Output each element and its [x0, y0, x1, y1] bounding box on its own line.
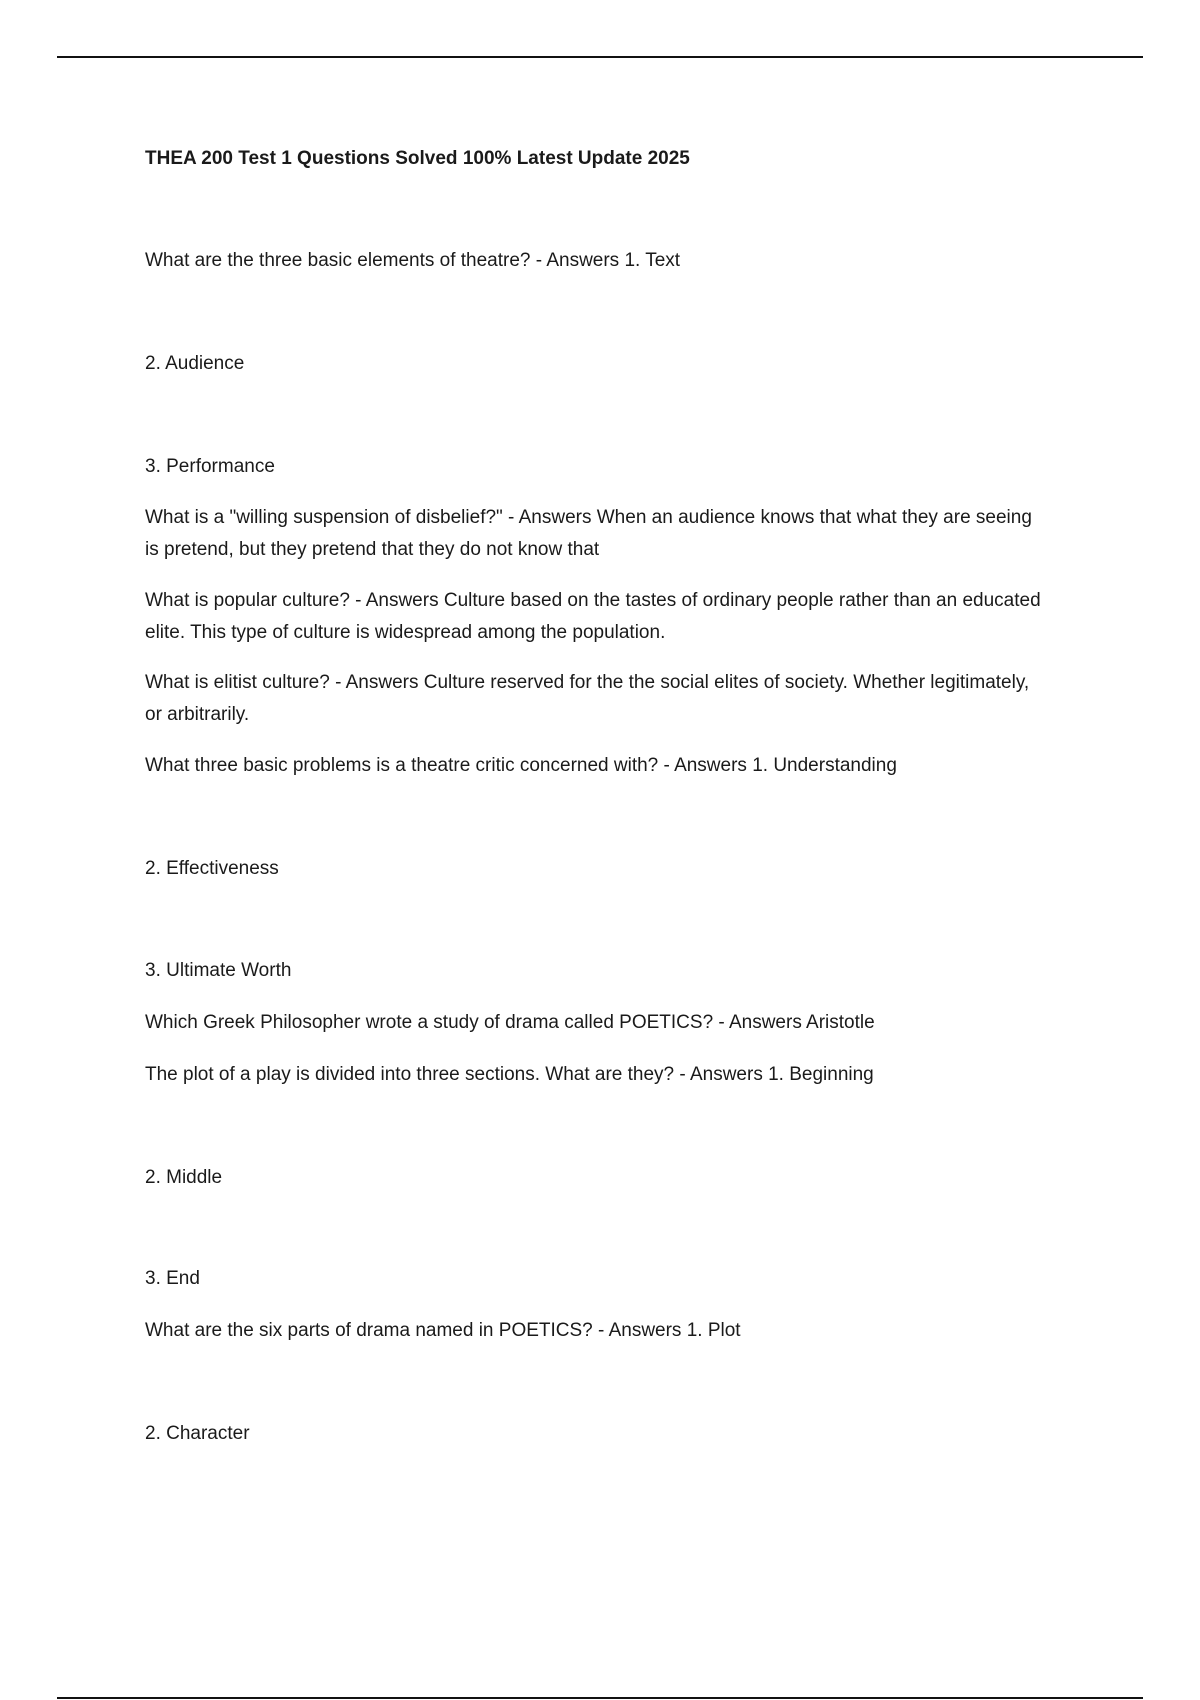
paragraph: 2. Effectiveness — [145, 858, 279, 879]
paragraph: 2. Audience — [145, 353, 245, 374]
paragraph: Which Greek Philosopher wrote a study of drama called POETICS? - Answers Aristotle — [145, 1012, 875, 1033]
paragraph: 3. Performance — [145, 456, 275, 477]
paragraph: What are the six parts of drama named in POETICS? - Answers 1. Plot — [145, 1320, 741, 1341]
paragraph: What is popular culture? - Answers Culture based on the tastes of ordinary people rather than an educated elite. This type of culture is widespread among the population. — [145, 590, 1041, 643]
paragraph: The plot of a play is divided into three sections. What are they? - Answers 1. Beginning — [145, 1064, 874, 1085]
document-title: THEA 200 Test 1 Questions Solved 100% Latest Update 2025 — [145, 148, 690, 169]
paragraph: What are the three basic elements of theatre? - Answers 1. Text — [145, 250, 681, 271]
footer-rule — [57, 1697, 1143, 1699]
paragraph: 2. Middle — [145, 1167, 223, 1188]
paragraph: 3. End — [145, 1268, 200, 1289]
header-rule — [57, 56, 1143, 58]
paragraph: What three basic problems is a theatre critic concerned with? - Answers 1. Understanding — [145, 755, 897, 776]
paragraph: What is a "willing suspension of disbelief?" - Answers When an audience knows that what they are seeing is pretend, but they pretend that they do not know that — [145, 507, 1032, 560]
paragraph: What is elitist culture? - Answers Culture reserved for the the social elites of society. Whether legitimately, or arbitrarily. — [145, 672, 1030, 725]
paragraph: 2. Character — [145, 1423, 250, 1444]
paragraph: 3. Ultimate Worth — [145, 960, 292, 981]
